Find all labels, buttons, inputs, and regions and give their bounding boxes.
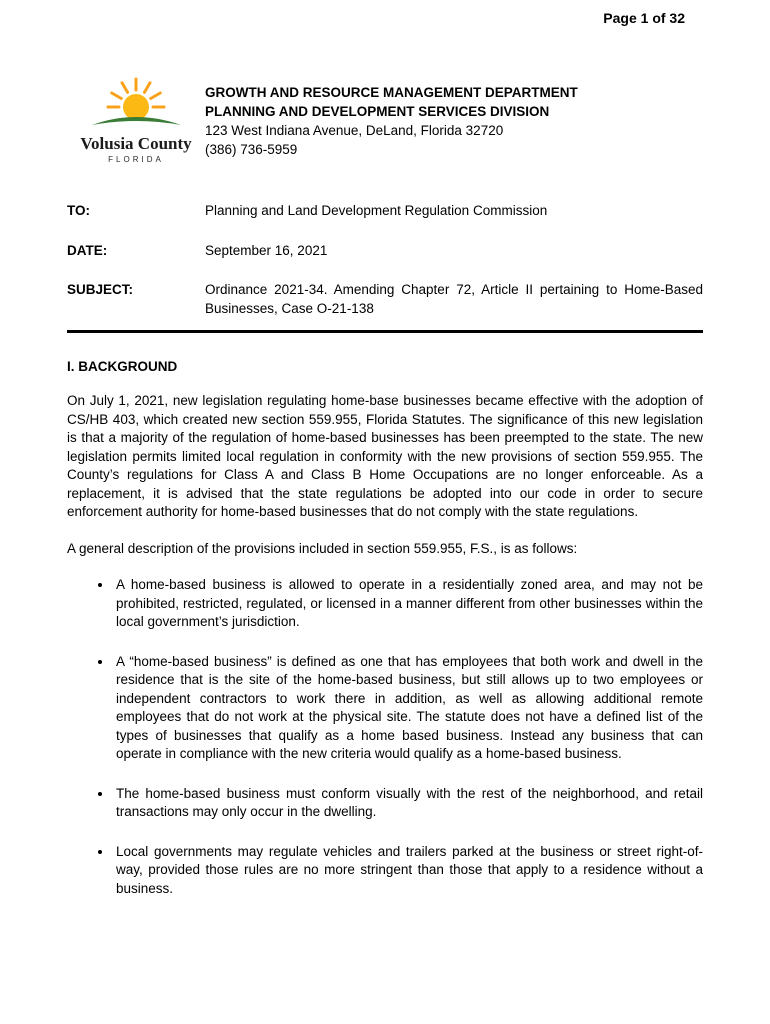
address-line: 123 West Indiana Avenue, DeLand, Florida 32720 xyxy=(205,123,504,138)
department-line: GROWTH AND RESOURCE MANAGEMENT DEPARTMENT xyxy=(205,85,578,100)
bullet-item: • A home-based business is allowed to operate in a residentially zoned area, and may not be prohibited, restricted, regulated, or licensed in a manner different from other businesses within the local government’s jurisdiction. xyxy=(113,576,703,632)
header-divider xyxy=(67,330,703,333)
page-indicator: Page 1 of 32 xyxy=(603,10,685,26)
bullet-item: • Local governments may regulate vehicles and trailers parked at the business or street right-of-way, provided those rules are no more stringent than those that apply to a residence without a business. xyxy=(113,843,703,899)
memo-row-subject xyxy=(67,281,703,318)
letterhead-text xyxy=(205,76,578,164)
date-label: DATE: xyxy=(67,242,108,258)
paragraph: A general description of the provisions included in section 559.955, F.S., is as follows: xyxy=(67,540,578,556)
paragraph: On July 1, 2021, new legislation regulating home-base businesses became effective with the adoption of CS/HB 403, which created new section 559.955, Florida Statutes. The significance of this new legislation is that a majority of the regulation of home-based businesses has been preempted to the state. The new legislation permits limited local regulation in conformity with the new provisions of section 559.955. The County’s regulations for Class A and Class B Home Occupations are no longer enforceable. As a replacement, it is advised that the state regulations be adopted into our code in order to secure enforcement authority for home-based businesses that do not comply with the state regulations. xyxy=(67,393,703,519)
sun-icon xyxy=(80,115,192,132)
bullet-item: • The home-based business must conform visually with the rest of the neighborhood, and retail transactions may only occur in the dwelling. xyxy=(113,785,703,822)
memo-row-date xyxy=(67,242,703,261)
date-value: September 16, 2021 xyxy=(205,242,328,258)
phone-line: (386) 736-5959 xyxy=(205,142,298,157)
logo-subtext: FLORIDA xyxy=(108,155,164,164)
letterhead xyxy=(67,76,703,164)
subject-label: SUBJECT: xyxy=(67,282,134,297)
volusia-county-logo xyxy=(67,76,205,164)
logo-name: Volusia County xyxy=(80,134,192,153)
subject-value: Ordinance 2021-34. Amending Chapter 72, Article II pertaining to Home-Based Businesses, Case O-21-138 xyxy=(205,282,703,316)
to-label: TO: xyxy=(67,203,90,218)
to-value: Planning and Land Development Regulation Commission xyxy=(205,203,548,218)
section-heading-background: I. BACKGROUND xyxy=(67,359,178,374)
memo-row-to xyxy=(67,202,703,221)
division-line: PLANNING AND DEVELOPMENT SERVICES DIVISION xyxy=(205,104,550,119)
provision-bullet-list xyxy=(67,576,703,898)
memo-header xyxy=(67,202,703,318)
bullet-item: • A “home-based business” is defined as one that has employees that both work and dwell in the residence that is the site of the home-based business, but still allows up to two employees or independent contractors to work there in addition, as well as allowing additional remote employees that do not work at the physical site. The statute does not have a defined list of the types of businesses that qualify as a home based business. Instead any business that can operate in compliance with the new criteria would qualify as a home-based business. xyxy=(113,653,703,764)
